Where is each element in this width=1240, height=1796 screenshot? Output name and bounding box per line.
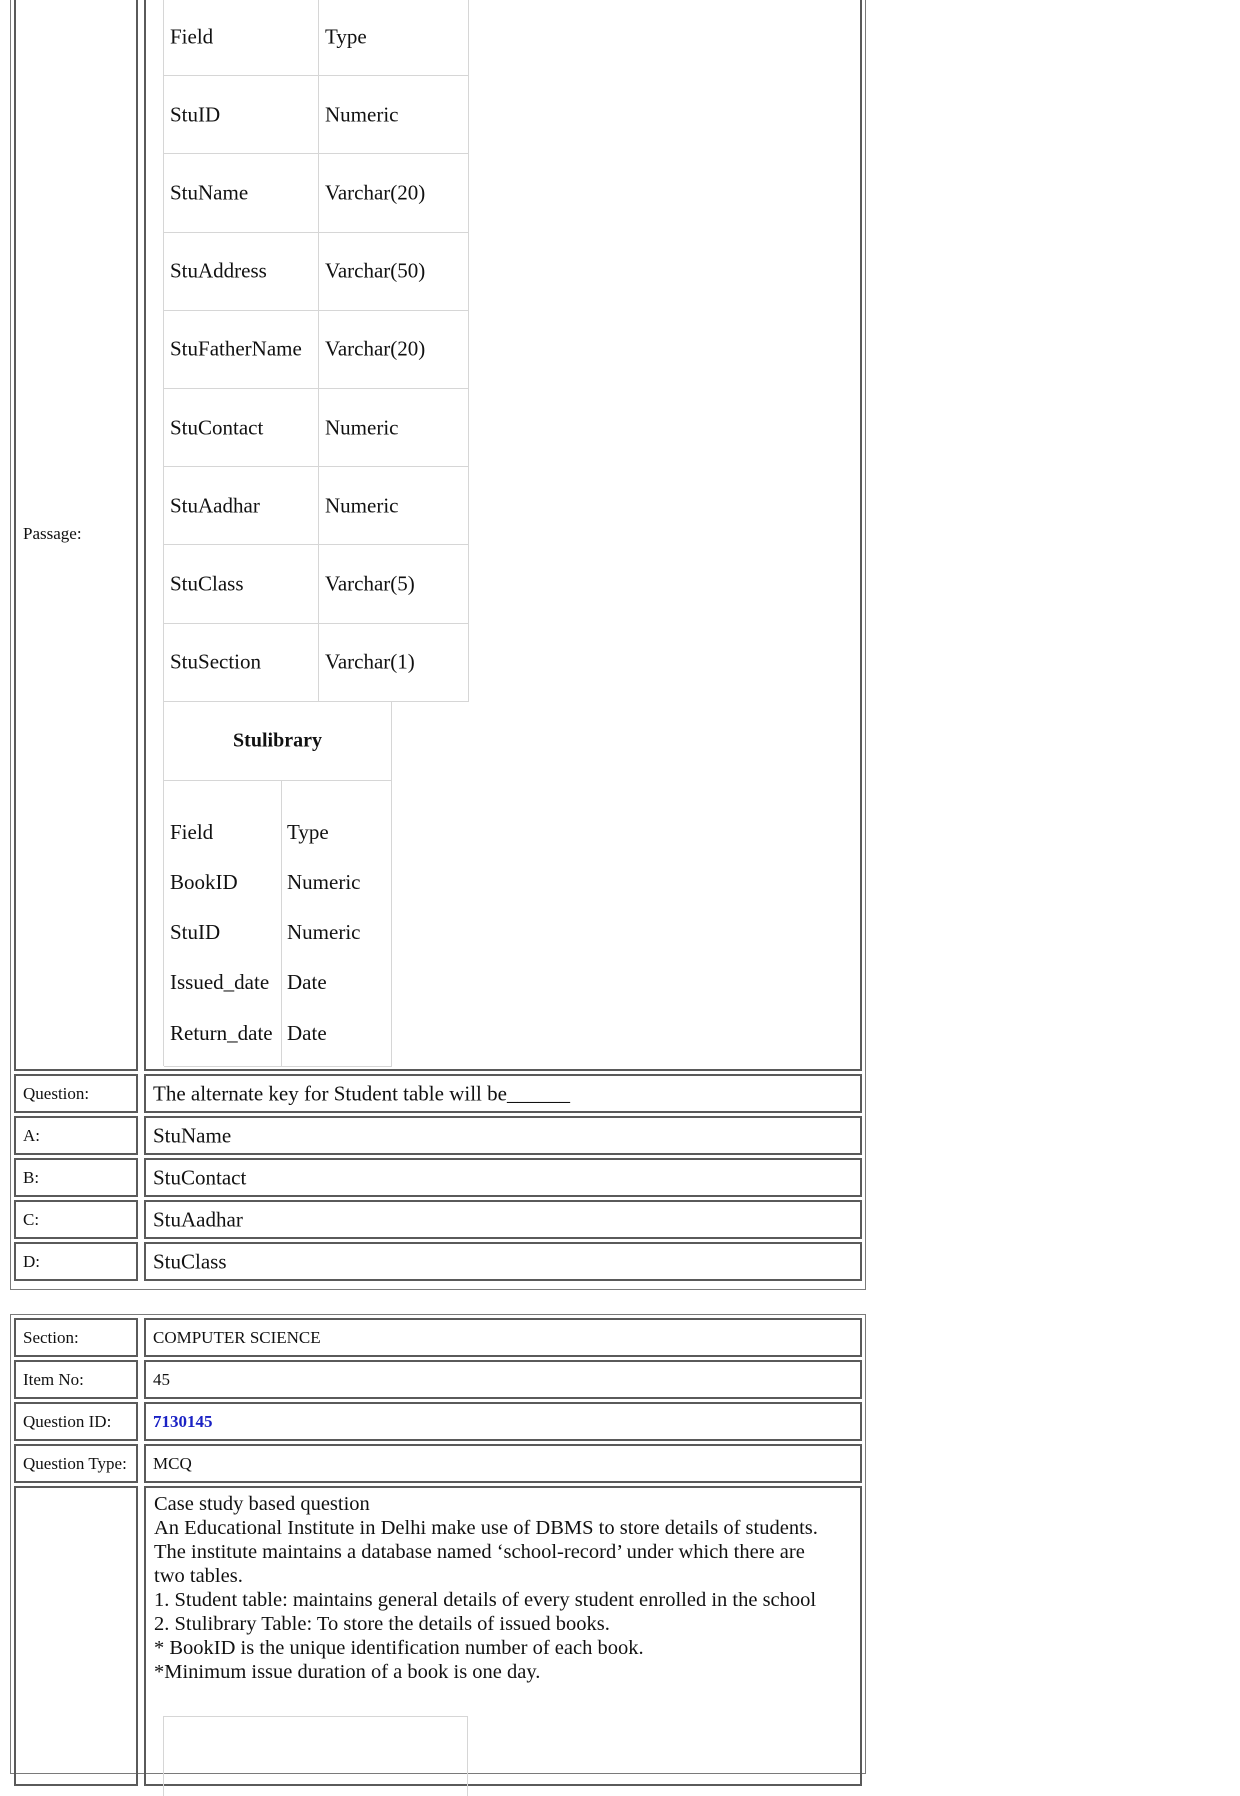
case-study-text — [154, 1492, 818, 1684]
student-field-name: StuContact — [170, 415, 264, 440]
student-field-cell — [164, 233, 319, 311]
question-block-2 — [10, 1314, 866, 1774]
stulibrary-field-name: StuID — [170, 920, 221, 944]
stulibrary-field-type: Numeric — [287, 870, 361, 894]
option-b-row[interactable] — [14, 1158, 862, 1197]
student-field-name: StuFatherName — [170, 336, 302, 361]
option-a-label: A: — [23, 1125, 40, 1145]
stulibrary-field-name: Issued_date — [170, 970, 270, 994]
case-study-line: 2. Stulibrary Table: To store the details of issued books. — [154, 1613, 610, 1635]
case-study-line: An Educational Institute in Delhi make use of DBMS to store details of students. — [154, 1517, 818, 1539]
student-type-cell — [319, 154, 469, 232]
student-field-type: Type — [325, 24, 367, 49]
student-field-cell — [164, 624, 319, 702]
student-field-type: Numeric — [325, 493, 399, 518]
stulibrary-field-type: Date — [287, 970, 327, 994]
student-field-cell — [164, 0, 319, 76]
question-id-label-cell — [14, 1402, 138, 1441]
item-no-label: Item No: — [23, 1369, 84, 1389]
student-field-cell — [164, 311, 319, 389]
section-value-cell — [144, 1318, 862, 1357]
section-label-cell — [14, 1318, 138, 1357]
student-field-type: Varchar(20) — [325, 336, 426, 361]
section-row — [14, 1318, 862, 1357]
question-type-label: Question Type: — [23, 1453, 127, 1473]
question-label-cell — [14, 1074, 138, 1113]
student-table — [163, 0, 468, 701]
passage-content-cell — [144, 0, 862, 1071]
student-field-cell — [164, 467, 319, 545]
student-type-cell — [319, 76, 469, 154]
item-no-row — [14, 1360, 862, 1399]
question-text: The alternate key for Student table will be______ — [153, 1081, 570, 1105]
option-a-text: StuName — [153, 1123, 232, 1147]
question-type-value: MCQ — [153, 1453, 192, 1473]
passage-label-cell — [14, 0, 138, 1071]
question-id-row — [14, 1402, 862, 1441]
student-field-type: Varchar(1) — [325, 649, 415, 674]
option-c-row[interactable] — [14, 1200, 862, 1239]
case-study-line: The institute maintains a database named ‘school-record’ under which there are — [154, 1541, 805, 1563]
question-label: Question: — [23, 1083, 90, 1103]
question-id-value: 7130145 — [153, 1411, 213, 1431]
student-type-cell — [319, 624, 469, 702]
stulibrary-table — [163, 701, 391, 1066]
option-b-label: B: — [23, 1167, 40, 1187]
student-field-type: Numeric — [325, 415, 399, 440]
student-field-name: Field — [170, 24, 214, 49]
stulibrary-body — [164, 781, 392, 1067]
stulibrary-field-name: BookID — [170, 870, 238, 894]
student-field-name: StuAadhar — [170, 493, 260, 518]
student-table-partial — [163, 1716, 468, 1796]
passage-row-2 — [14, 1486, 862, 1786]
question-text-cell — [144, 1074, 862, 1113]
case-study-line: Case study based question — [154, 1493, 370, 1515]
stulibrary-field-type: Type — [287, 820, 329, 844]
student-field-cell — [164, 76, 319, 154]
student-type-cell — [319, 311, 469, 389]
option-d-text: StuClass — [153, 1249, 227, 1273]
student-type-cell — [319, 545, 469, 623]
option-a-label-cell — [14, 1116, 138, 1155]
option-b-cell[interactable] — [144, 1158, 862, 1197]
student-field-type: Varchar(5) — [325, 571, 415, 596]
option-a-cell[interactable] — [144, 1116, 862, 1155]
option-d-label: D: — [23, 1251, 40, 1271]
student-type-cell — [319, 389, 469, 467]
stulibrary-field-type: Numeric — [287, 920, 361, 944]
passage-row — [14, 0, 862, 1071]
student-field-name: StuClass — [170, 571, 244, 596]
option-b-label-cell — [14, 1158, 138, 1197]
stulibrary-title: Stulibrary — [233, 729, 322, 752]
option-d-cell[interactable] — [144, 1242, 862, 1281]
option-b-text: StuContact — [153, 1165, 247, 1189]
stulibrary-column-divider — [281, 781, 282, 1066]
case-study-line: 1. Student table: maintains general details of every student enrolled in the school — [154, 1589, 817, 1611]
option-d-row[interactable] — [14, 1242, 862, 1281]
student-field-name: StuName — [170, 180, 249, 205]
student-field-cell — [164, 545, 319, 623]
question-id-label: Question ID: — [23, 1411, 112, 1431]
case-study-line: *Minimum issue duration of a book is one day. — [154, 1661, 541, 1683]
item-no-label-cell — [14, 1360, 138, 1399]
option-c-label: C: — [23, 1209, 40, 1229]
case-study-line: two tables. — [154, 1565, 243, 1587]
student-type-cell — [319, 467, 469, 545]
passage-label: Passage: — [23, 524, 82, 543]
stulibrary-title-cell — [164, 702, 392, 781]
option-c-cell[interactable] — [144, 1200, 862, 1239]
student-field-type: Numeric — [325, 102, 399, 127]
student-type-cell — [319, 0, 469, 76]
option-a-row[interactable] — [14, 1116, 862, 1155]
question-row — [14, 1074, 862, 1113]
student-field-name: StuAddress — [170, 258, 267, 283]
case-study-cell — [144, 1486, 862, 1786]
option-c-label-cell — [14, 1200, 138, 1239]
question-type-row — [14, 1444, 862, 1483]
section-value: COMPUTER SCIENCE — [153, 1327, 321, 1347]
question-type-label-cell — [14, 1444, 138, 1483]
case-study-line: * BookID is the unique identification number of each book. — [154, 1637, 644, 1659]
student-field-name: StuID — [170, 102, 221, 127]
question-block-1 — [10, 0, 866, 1290]
student-type-cell — [319, 233, 469, 311]
stulibrary-field-type: Date — [287, 1021, 327, 1045]
stulibrary-field-name: Return_date — [170, 1021, 273, 1045]
section-label: Section: — [23, 1327, 79, 1347]
item-no-value-cell — [144, 1360, 862, 1399]
question-id-value-cell — [144, 1402, 862, 1441]
student-field-type: Varchar(50) — [325, 258, 426, 283]
item-no-value: 45 — [153, 1369, 170, 1389]
student-field-cell — [164, 389, 319, 467]
question-type-value-cell — [144, 1444, 862, 1483]
option-c-text: StuAadhar — [153, 1207, 243, 1231]
passage-label-cell-2 — [14, 1486, 138, 1786]
student-field-name: StuSection — [170, 649, 262, 674]
option-d-label-cell — [14, 1242, 138, 1281]
student-field-type: Varchar(20) — [325, 180, 426, 205]
student-field-cell — [164, 154, 319, 232]
stulibrary-field-name: Field — [170, 820, 214, 844]
